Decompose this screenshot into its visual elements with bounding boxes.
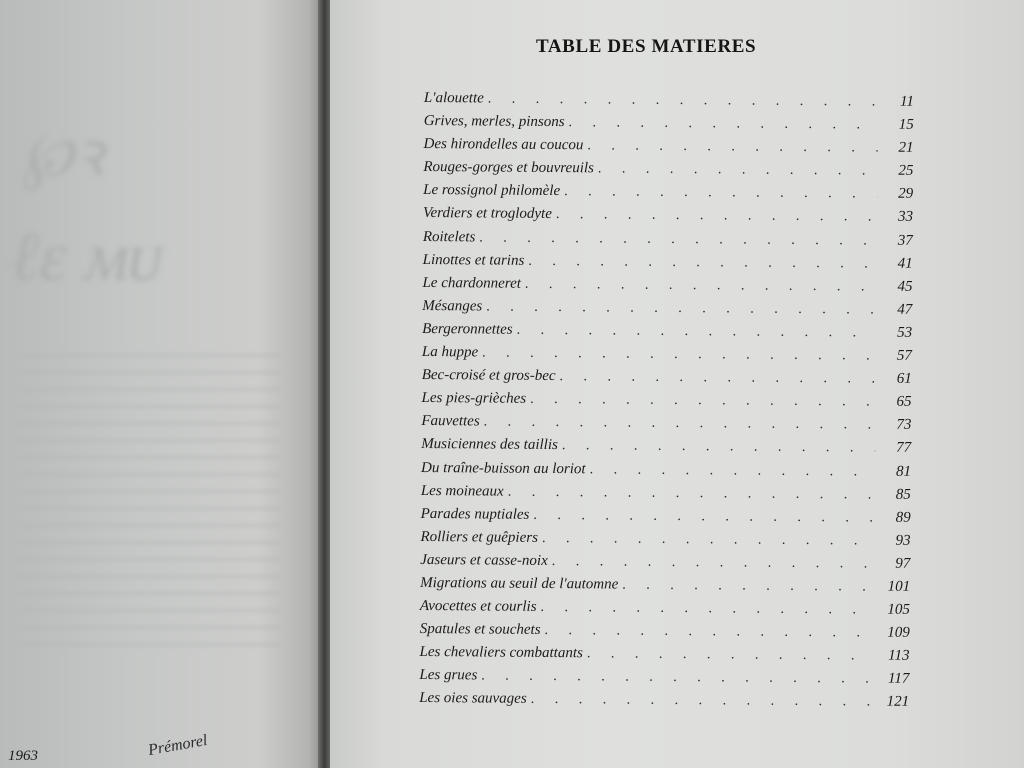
toc-entry-title: Linottes et tarins [422, 251, 525, 269]
toc-page-number: 93 [895, 532, 911, 549]
toc-page-number: 81 [895, 463, 912, 480]
toc-entry-title: Les pies-grièches [421, 390, 527, 408]
toc-page-number: 73 [896, 417, 912, 434]
dot-leader [482, 345, 876, 364]
dot-leader [479, 230, 877, 249]
toc-entry-title: Roitelets [422, 228, 476, 245]
dot-leader [598, 162, 878, 180]
toc-page-number: 61 [896, 370, 912, 387]
toc-entry-title: Les moineaux [420, 482, 504, 500]
toc-page-number: 85 [895, 486, 911, 503]
toc-entry-title: La huppe [421, 344, 479, 361]
toc-entry-title: Parades nuptiales [420, 505, 530, 523]
toc-entry-title: Migrations au seuil de l'automne [420, 574, 619, 593]
dot-leader [560, 369, 876, 387]
toc-page-number: 101 [887, 578, 911, 595]
dot-leader [541, 600, 874, 619]
page-title: TABLE DES MATIERES [536, 36, 757, 57]
toc-page-number: 33 [897, 209, 914, 226]
toc-page-number: 15 [898, 116, 914, 133]
toc-entry-title: Grives, merles, pinsons [423, 113, 565, 131]
toc-entry-title: Le rossignol philomèle [423, 182, 561, 200]
toc-page-number: 45 [897, 278, 913, 295]
dot-leader [562, 439, 875, 457]
dot-leader [533, 508, 874, 527]
left-page [0, 0, 322, 768]
toc-page-number: 105 [887, 601, 910, 618]
toc-page-number: 89 [895, 509, 911, 526]
toc-entry-title: Bec-croisé et gros-bec [421, 367, 556, 385]
toc-page-number: 53 [897, 324, 913, 341]
toc-page-number: 65 [896, 393, 912, 411]
toc-entry-title: Les chevaliers combattants [419, 644, 583, 662]
publication-year: 1963 [8, 748, 38, 764]
toc-page-number: 57 [896, 347, 912, 364]
toc-entry-title: Bergeronnettes [422, 320, 513, 338]
dot-leader [622, 578, 874, 596]
toc-entry-title: Avocettes et courlis [419, 598, 537, 615]
toc-page-number: 109 [887, 624, 910, 641]
toc-entry-title: Le chardonneret [422, 274, 521, 292]
toc-entry-title: Les oies sauvages [419, 690, 527, 708]
dot-leader [486, 299, 876, 318]
toc-entry-title: Des hirondelles au coucou [423, 136, 584, 154]
right-page [330, 0, 1024, 768]
toc-page-number: 29 [898, 186, 914, 203]
dot-leader [528, 253, 876, 272]
dot-leader [481, 669, 873, 688]
toc-page-number: 97 [895, 555, 911, 572]
show-through-text: ℓε ᴍᴜ [10, 219, 161, 296]
toc-entry-title: Mésanges [422, 297, 483, 315]
dot-leader [569, 115, 878, 133]
dot-leader [484, 415, 876, 434]
toc-page-number: 41 [897, 255, 913, 272]
dot-leader [587, 138, 877, 156]
toc-entry-title: Verdiers et troglodyte [422, 205, 552, 223]
toc-entry [419, 690, 909, 717]
dot-leader [508, 484, 875, 503]
toc-entry-title: Rolliers et guêpiers [420, 528, 539, 546]
toc-page-number: 21 [898, 139, 914, 157]
toc-entry-title: Les grues [419, 667, 478, 684]
toc-page-number: 25 [898, 163, 914, 180]
toc-page-number: 11 [899, 93, 914, 110]
dot-leader [488, 92, 878, 111]
toc-page-number: 117 [887, 671, 910, 688]
dot-leader [517, 323, 877, 342]
dot-leader [530, 392, 876, 411]
publisher-imprint: Prémorel [146, 731, 209, 760]
toc-entry-title: Musiciennes des taillis [421, 436, 558, 454]
dot-leader [531, 692, 874, 711]
dot-leader [525, 277, 877, 296]
toc-page-number: 121 [886, 694, 910, 711]
toc-entry-title: Du traîne-buisson au loriot [420, 459, 586, 477]
toc-entry-title: Jaseurs et casse-noix [420, 551, 548, 569]
toc-entry-title: Fauvettes [421, 413, 480, 430]
toc-page-number: 77 [896, 440, 912, 457]
dot-leader [564, 184, 877, 202]
toc-page-number: 47 [897, 301, 913, 318]
toc-page-number: 113 [888, 647, 910, 665]
dot-leader [556, 208, 877, 227]
dot-leader [552, 554, 875, 573]
toc-entry-title: L'alouette [423, 90, 484, 107]
toc-page-number: 37 [897, 232, 913, 249]
dot-leader [542, 531, 875, 550]
table-of-contents [419, 90, 914, 717]
toc-entry-title: Spatules et souchets [419, 621, 541, 639]
dot-leader [545, 623, 874, 642]
show-through-text: ℘ꝛ [22, 121, 104, 189]
show-through-lines [20, 340, 280, 660]
dot-leader [590, 462, 876, 480]
toc-entry-title: Rouges-gorges et bouvreuils [423, 159, 594, 177]
dot-leader [587, 647, 874, 665]
